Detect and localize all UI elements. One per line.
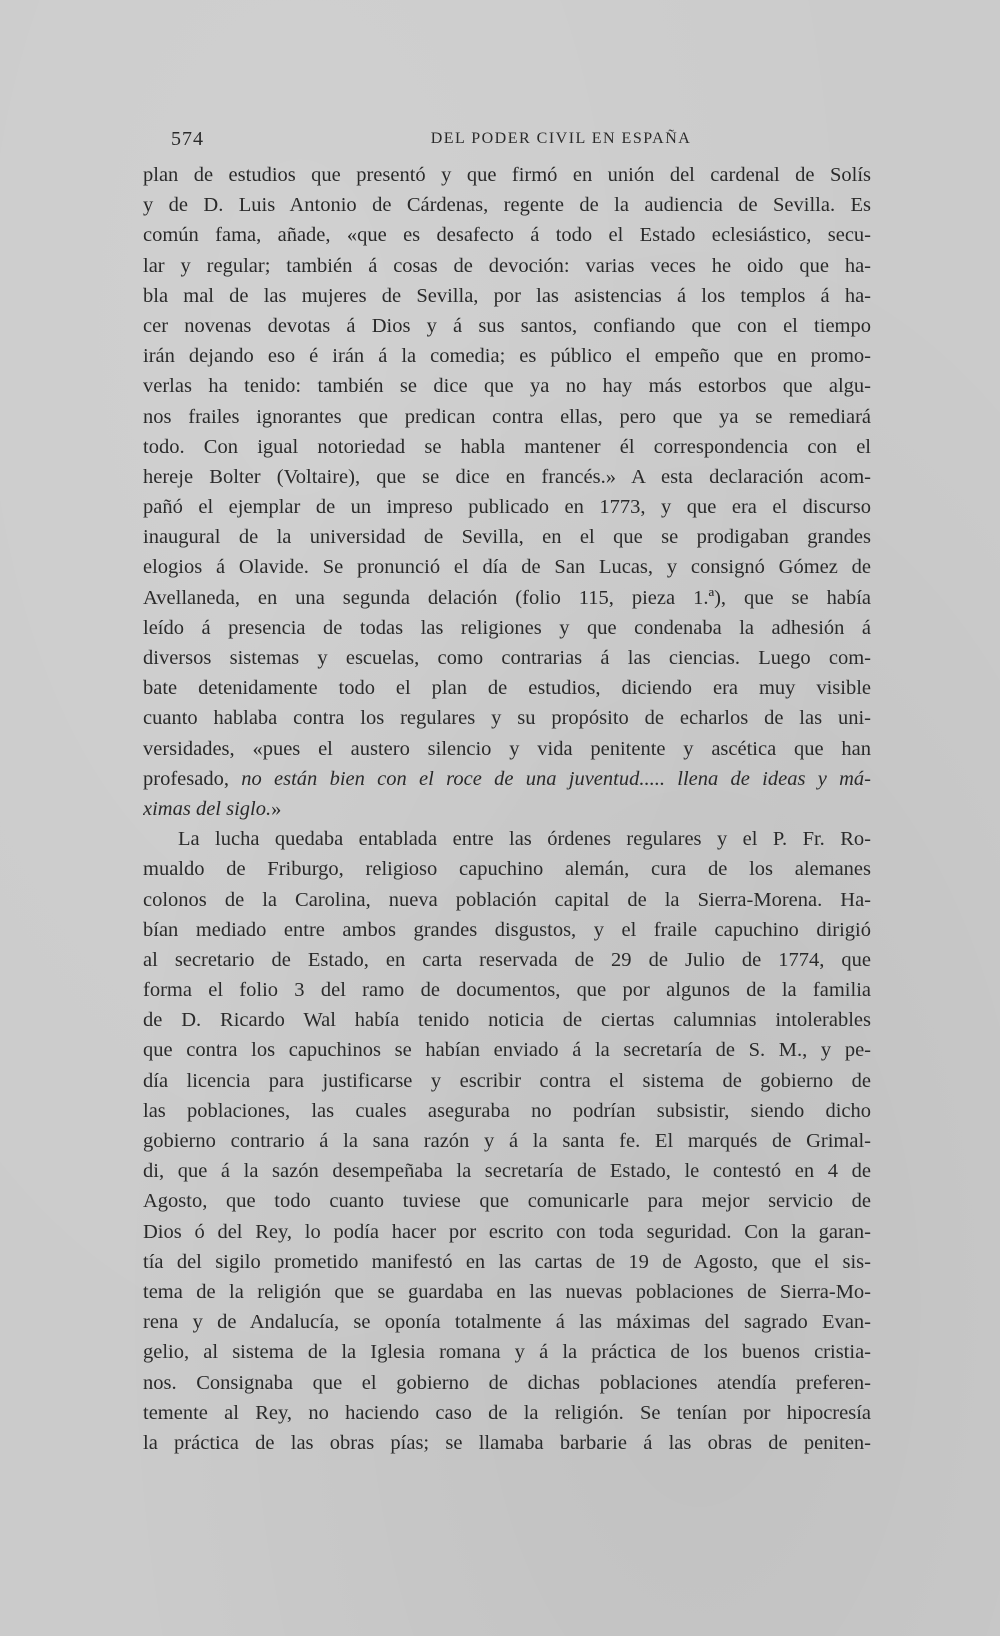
text-line: al secretario de Estado, en carta reservada de 29 de Julio de 1774, que — [143, 948, 871, 971]
text-line: tema de la religión que se guardaba en las nuevas poblaciones de Sierra-Mo- — [143, 1280, 871, 1303]
text-line: cuanto hablaba contra los regulares y su propósito de echarlos de las uni- — [143, 707, 871, 730]
text-line: di, que á la sazón desempeñaba la secretaría de Estado, le contestó en 4 de — [143, 1160, 871, 1183]
text-line: versidades, «pues el austero silencio y vida penitente y ascética que han — [143, 737, 871, 760]
text-line: La lucha quedaba entablada entre las órdenes regulares y el P. Fr. Ro- — [178, 828, 871, 851]
text-line: día licencia para justificarse y escribir contra el sistema de gobierno de — [143, 1069, 871, 1092]
text-line: común fama, añade, «que es desafecto á todo el Estado eclesiástico, secu- — [143, 224, 871, 247]
running-title: DEL PODER CIVIL EN ESPAÑA — [430, 130, 692, 147]
text-line: inaugural de la universidad de Sevilla, en el que se prodigaban grandes — [143, 526, 871, 549]
text-line: y de D. Luis Antonio de Cárdenas, regente de la audiencia de Sevilla. Es — [143, 194, 871, 217]
text-line: lar y regular; también á cosas de devoción: varias veces he oido que ha- — [143, 254, 871, 277]
text-line: bate detenidamente todo el plan de estudios, diciendo era muy visible — [143, 677, 871, 700]
text-line: rena y de Andalucía, se oponía totalmente á las máximas del sagrado Evan- — [143, 1311, 871, 1334]
text-line: todo. Con igual notoriedad se habla mantener él correspondencia con el — [143, 435, 871, 458]
text-line — [143, 764, 871, 794]
text-line: diversos sistemas y escuelas, como contrarias á las ciencias. Luego com- — [143, 647, 871, 669]
text-line: bla mal de las mujeres de Sevilla, por las asistencias á los templos á ha- — [143, 284, 871, 307]
text-line: colonos de la Carolina, nueva población capital de la Sierra-Morena. Ha- — [143, 888, 871, 911]
text-line: que contra los capuchinos se habían enviado á la secretaría de S. M., y pe- — [143, 1039, 871, 1062]
text-segment: » — [271, 797, 282, 820]
text-line: plan de estudios que presentó y que firmó en unión del cardenal de Solís — [143, 164, 871, 186]
text-line: hereje Bolter (Voltaire), que se dice en francés.» A esta declaración acom- — [143, 465, 871, 488]
text-line: leído á presencia de todas las religiones y que condenaba la adhesión á — [143, 616, 871, 639]
page-number: 574 — [171, 128, 204, 150]
text-line: verlas ha tenido: también se dice que ya no hay más estorbos que algu- — [143, 375, 871, 398]
text-line: gobierno contrario á la sana razón y á la santa fe. El marqués de Grimal- — [143, 1130, 871, 1152]
body-text — [143, 160, 871, 1458]
text-line: la práctica de las obras pías; se llamaba barbarie á las obras de peniten- — [143, 1431, 871, 1454]
text-line: Dios ó del Rey, lo podía hacer por escrito con toda seguridad. Con la garan- — [143, 1220, 871, 1243]
text-line: temente al Rey, no haciendo caso de la religión. Se tenían por hipocresía — [143, 1401, 871, 1424]
text-line: forma el folio 3 del ramo de documentos, que por algunos de la familia — [143, 979, 871, 1002]
text-line: elogios á Olavide. Se pronunció el día de San Lucas, y consignó Gómez de — [143, 556, 871, 579]
text-line: mualdo de Friburgo, religioso capuchino alemán, cura de los alemanes — [143, 858, 871, 881]
text-line: cer novenas devotas á Dios y á sus santos, confiando que con el tiempo — [143, 314, 871, 337]
text-line — [143, 794, 871, 824]
text-line: gelio, al sistema de la Iglesia romana y á la práctica de los buenos cristia- — [143, 1341, 871, 1364]
text-segment: profesado, — [143, 767, 242, 790]
text-line: pañó el ejemplar de un impreso publicado en 1773, y que era el discurso — [143, 496, 871, 519]
text-line: las poblaciones, las cuales aseguraba no podrían subsistir, siendo dicho — [143, 1099, 871, 1122]
italic-quote: ximas del siglo. — [143, 797, 272, 820]
text-line: nos frailes ignorantes que predican contra ellas, pero que ya se remediará — [143, 405, 871, 428]
text-line: bían mediado entre ambos grandes disgustos, y el fraile capuchino dirigió — [143, 918, 871, 941]
text-line: nos. Consignaba que el gobierno de dichas poblaciones atendía preferen- — [143, 1371, 871, 1394]
text-line: Agosto, que todo cuanto tuviese que comunicarle para mejor servicio de — [143, 1190, 871, 1213]
page-header — [171, 128, 871, 158]
text-line: de D. Ricardo Wal había tenido noticia de ciertas calumnias intolerables — [143, 1009, 871, 1032]
text-line: Avellaneda, en una segunda delación (folio 115, pieza 1.ª), que se había — [143, 586, 871, 609]
italic-quote: no están bien con el roce de una juventud..... llena de ideas y má- — [241, 767, 871, 790]
text-line: irán dejando eso é irán á la comedia; es público el empeño que en promo- — [143, 345, 871, 368]
text-line: tía del sigilo prometido manifestó en las cartas de 19 de Agosto, que el sis- — [143, 1250, 871, 1273]
